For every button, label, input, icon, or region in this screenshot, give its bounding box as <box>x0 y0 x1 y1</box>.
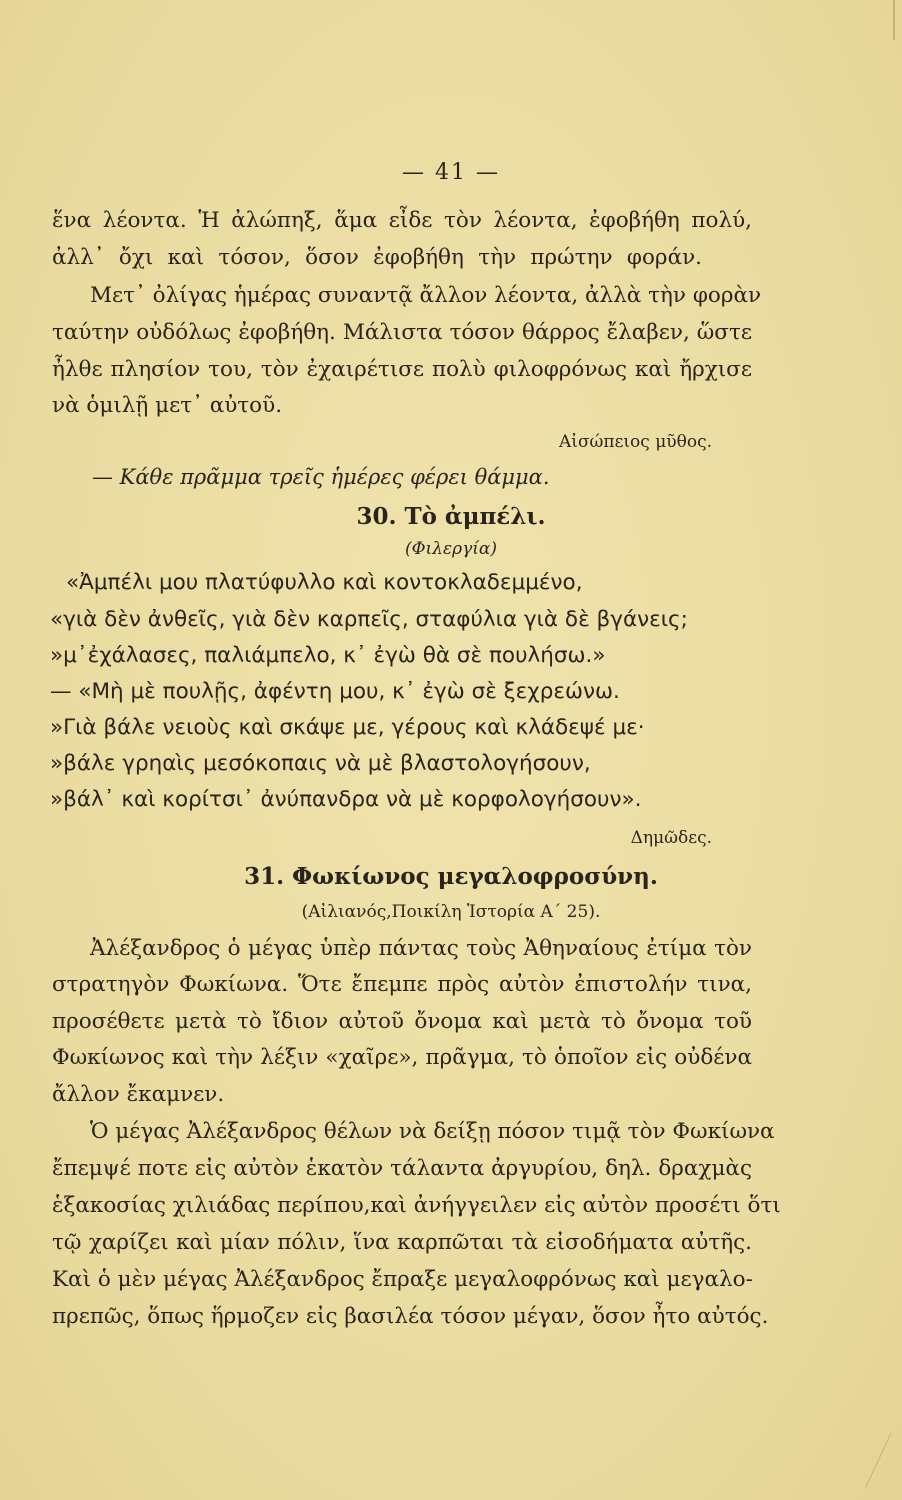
text-line: Μετ᾽ ὀλίγας ἡμέρας συναντᾷ ἄλλον λέοντα, ἀλλὰ τὴν φορὰν <box>90 283 762 308</box>
page-number: — 41 — <box>402 160 500 185</box>
text-line: πρεπῶς, ὅπως ἥρμοζεν εἰς βασιλέα τόσον μέγαν, ὅσον ἦτο αὐτός. <box>52 1304 769 1329</box>
poem-line: «Ἀμπέλι μου πλατύφυλλο καὶ κοντοκλαδεμμένο, <box>66 570 583 595</box>
text-line: ἦλθε πλησίον του, τὸν ἐχαιρέτισε πολὺ φιλοφρόνως καὶ ἤρχισε <box>52 357 752 382</box>
poem-line: «γιὰ δὲν ἀνθεῖς, γιὰ δὲν καρπεῖς, σταφύλια γιὰ δὲ βγάνεις; <box>50 607 688 632</box>
text-line: Ἀλέξανδρος ὁ μέγας ὑπὲρ πάντας τοὺς Ἀθηναίους ἐτίμα τὸν <box>90 936 752 961</box>
scan-mark <box>865 1433 891 1488</box>
section-31-subtitle: (Αἰλιανός,Ποικίλη Ἱστορία Α΄ 25). <box>301 902 601 922</box>
section-30-title: 30. Τὸ ἀμπέλι. <box>356 503 546 530</box>
poem-line: »βάλ᾽ καὶ κορίτσι᾽ ἀνύπανδρα νὰ μὲ κορφολογήσουν». <box>50 787 642 812</box>
scan-mark <box>893 0 895 40</box>
poem-line: »βάλε γρηαὶς μεσόκοπαις νὰ μὲ βλαστολογήσουν, <box>50 751 591 776</box>
text-line: ἀλλ᾽ ὄχι καὶ τόσον, ὅσον ἐφοβήθη τὴν πρώτην φοράν. <box>52 245 702 270</box>
text-line: ἕνα λέοντα. Ἡ ἀλώπηξ, ἅμα εἶδε τὸν λέοντα, ἐφοβήθη πολύ, <box>52 208 752 233</box>
text-line: Καὶ ὁ μὲν μέγας Ἀλέξανδρος ἔπραξε μεγαλοφρόνως καὶ μεγαλο- <box>52 1267 753 1292</box>
text-line: νὰ ὁμιλῇ μετ᾽ αὐτοῦ. <box>52 393 283 418</box>
section-30-subtitle: (Φιλεργία) <box>404 539 498 559</box>
source-citation: Αἰσώπειος μῦθος. <box>559 432 712 452</box>
section-31-title: 31. Φωκίωνος μεγαλοφροσύνη. <box>244 863 658 890</box>
proverb: — Κάθε πρᾶμμα τρεῖς ἡμέρες φέρει θάμμα. <box>92 465 550 489</box>
text-line: τῷ χαρίζει καὶ μίαν πόλιν, ἵνα καρπῶται τὰ εἰσοδήματα αὐτῆς. <box>52 1230 752 1255</box>
text-line: ἄλλον ἔκαμνεν. <box>52 1082 225 1107</box>
text-line: στρατηγὸν Φωκίωνα. Ὅτε ἔπεμπε πρὸς αὐτὸν ἐπιστολήν τινα, <box>52 972 752 997</box>
source-citation: Δημῶδες. <box>630 828 712 848</box>
text-line: Ὁ μέγας Ἀλέξανδρος θέλων νὰ δείξῃ πόσον τιμᾷ τὸν Φωκίωνα <box>90 1119 775 1144</box>
text-line: ἑξακοσίας χιλιάδας περίπου,καὶ ἀνήγγειλεν εἰς αὐτὸν προσέτι ὅτι <box>52 1193 781 1218</box>
text-line: Φωκίωνος καὶ τὴν λέξιν «χαῖρε», πρᾶγμα, τὸ ὁποῖον εἰς οὐδένα <box>52 1045 752 1070</box>
text-line: ἔπεμψέ ποτε εἰς αὐτὸν ἑκατὸν τάλαντα ἀργυρίου, δηλ. δραχμὰς <box>52 1156 752 1181</box>
poem-line: — «Μὴ μὲ πουλῇς, ἀφέντη μου, κ᾽ ἐγὼ σὲ ξεχρεώνω. <box>50 679 620 704</box>
text-line: ταύτην οὐδόλως ἐφοβήθη. Μάλιστα τόσον θάρρος ἔλαβεν, ὥστε <box>52 320 752 345</box>
poem-line: »μ᾽ἐχάλασες, παλιάμπελο, κ᾽ ἐγὼ θὰ σὲ πουλήσω.» <box>50 643 606 668</box>
text-line: προσέθετε μετὰ τὸ ἴδιον αὐτοῦ ὄνομα καὶ μετὰ τὸ ὄνομα τοῦ <box>52 1009 752 1034</box>
poem-line: »Γιὰ βάλε νειοὺς καὶ σκάψε με, γέρους καὶ κλάδεψέ με· <box>50 715 645 740</box>
